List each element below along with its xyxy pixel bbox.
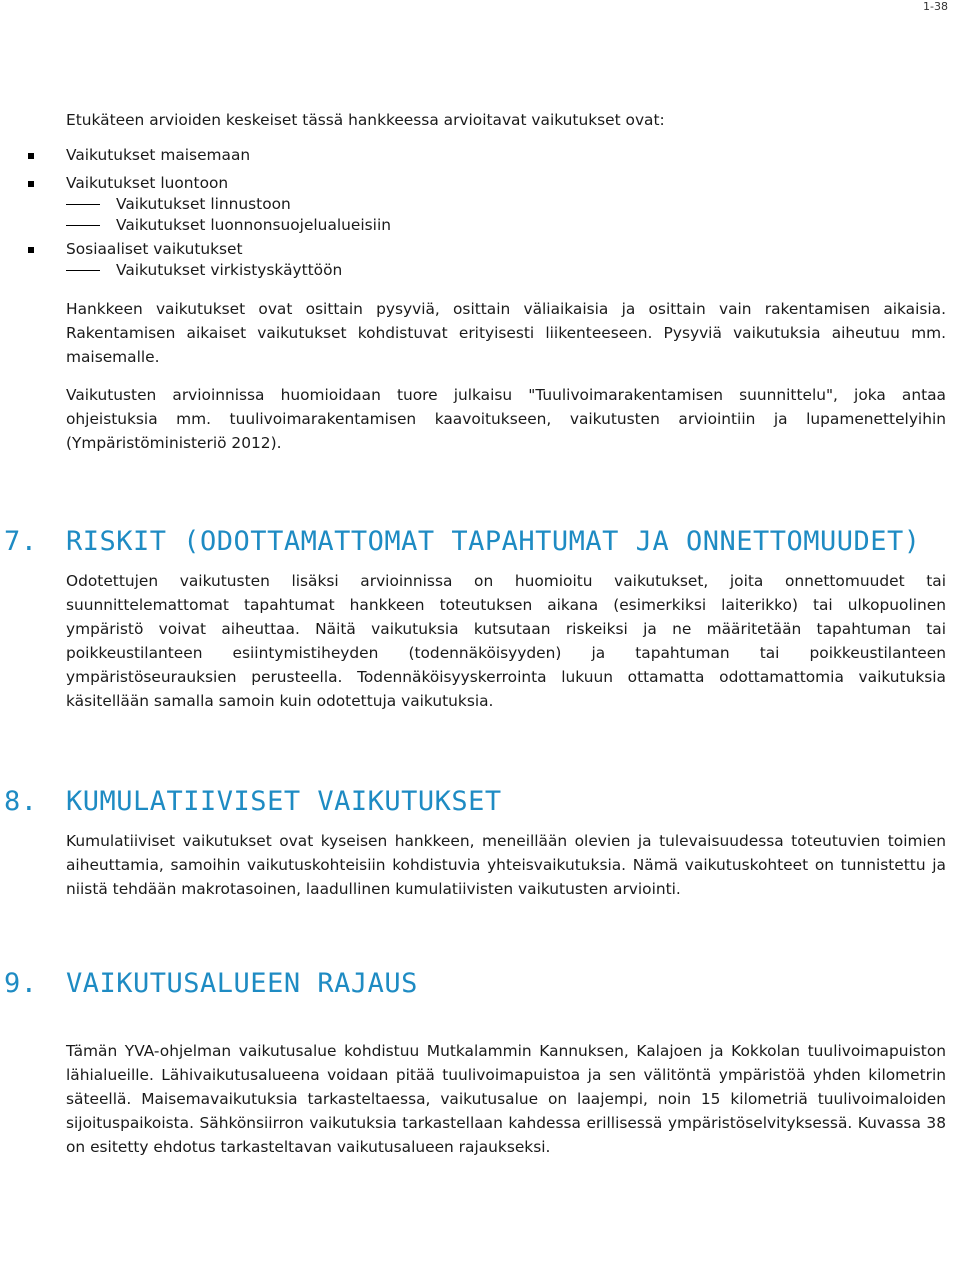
dash-icon (66, 204, 100, 205)
sub-list-item (66, 194, 946, 215)
section-heading (4, 785, 946, 819)
square-bullet-icon (28, 153, 34, 159)
section-title: RISKIT (ODOTTAMATTOMAT TAPAHTUMAT JA ONNETTOMUUDET) (66, 526, 921, 557)
list-item (66, 239, 946, 260)
dash-icon (66, 270, 100, 271)
section-title: VAIKUTUSALUEEN RAJAUS (66, 968, 418, 999)
intro-text: Etukäteen arvioiden keskeiset tässä hankkeessa arvioitavat vaikutukset ovat: (66, 111, 665, 129)
list-item (66, 173, 946, 194)
list-item-label: Vaikutukset luontoon (66, 174, 229, 192)
sub-list-item-label: Vaikutukset luonnonsuojelualueisiin (116, 216, 391, 234)
section-text: Kumulatiiviset vaikutukset ovat kyseisen hankkeen, meneillään olevien ja tulevaisuudessa toteutuvien toimien aiheuttamia, samoihin vaikutuskohteisiin kohdistuvia yhteisvaikutuksia. Nämä vaikutuskohteet on tunnistettu ja niistä tehdään makrotasoinen, laadullinen kumulatiivisten vaikutusten arviointi. (66, 832, 946, 898)
sub-list-item-label: Vaikutukset linnustoon (116, 195, 291, 213)
impact-list (66, 145, 946, 281)
section-text: Odotettujen vaikutusten lisäksi arvioinnissa on huomioitu vaikutukset, joita onnettomuudet tai suunnittelemattomat tapahtumat hankkeen toteutuksen aikana (esimerkiksi laiterikko) tai ulkopuolinen ympäristö voivat aiheuttaa. Näitä vaikutuksia kutsutaan riskeiksi ja ne määritetään tapahtuman tai poikkeustilanteen esiintymistiheyden (todennäköisyyden) ja tapahtuman tai poikkeustilanteen ympäristöseurauksien perusteella. Todennäköisyyskerrointa lukuun ottamatta odottamattomia vaikutuksia käsitellään samalla samoin kuin odotettuja vaikutuksia. (66, 572, 946, 710)
sub-list-item-label: Vaikutukset virkistyskäyttöön (116, 261, 343, 279)
section-number: 9. (4, 968, 38, 999)
dash-icon (66, 225, 100, 226)
section-number: 8. (4, 786, 38, 817)
page-number: 1-38 (923, 0, 948, 13)
list-item (66, 145, 946, 166)
section-heading (4, 967, 946, 1001)
list-item-label: Vaikutukset maisemaan (66, 146, 251, 164)
paragraph-guidance: Vaikutusten arvioinnissa huomioidaan tuore julkaisu "Tuulivoimarakentamisen suunnittelu", joka antaa ohjeistuksia mm. tuulivoimarakentamisen kaavoitukseen, vaikutusten arviointiin ja lupamenettelyihin (Ympäristöministeriö 2012). (66, 386, 946, 452)
section-heading (4, 525, 946, 559)
sub-list-item (66, 260, 946, 281)
section-title: KUMULATIIVISET VAIKUTUKSET (66, 786, 502, 817)
list-item-label: Sosiaaliset vaikutukset (66, 240, 243, 258)
paragraph-permanence: Hankkeen vaikutukset ovat osittain pysyviä, osittain väliaikaisia ja osittain vain rakentamisen aikaisia. Rakentamisen aikaiset vaikutukset kohdistuvat erityisesti liikenteeseen. Pysyviä vaikutuksia aiheutuu mm. maisemalle. (66, 300, 946, 366)
square-bullet-icon (28, 181, 34, 187)
document-body (4, 110, 946, 1159)
section-text: Tämän YVA-ohjelman vaikutusalue kohdistuu Mutkalammin Kannuksen, Kalajoen ja Kokkolan tuulivoimapuiston lähialueille. Lähivaikutusalueena voidaan pitää tuulivoimapuistoa ja sen välitöntä ympäristöä yhden kilometrin säteellä. Maisemavaikutuksia tarkasteltaessa, vaikutusalue on laajempi, noin 15 kilometriä tuulivoimaloiden sijoituspaikoista. Sähkönsiirron vaikutuksia tarkastellaan kahdessa erillisessä ympäristöselvityksessä. Kuvassa 38 on esitetty ehdotus tarkasteltavan vaikutusalueen rajaukseksi. (66, 1042, 946, 1156)
sub-list-item (66, 215, 946, 236)
section-number: 7. (4, 526, 38, 557)
square-bullet-icon (28, 247, 34, 253)
